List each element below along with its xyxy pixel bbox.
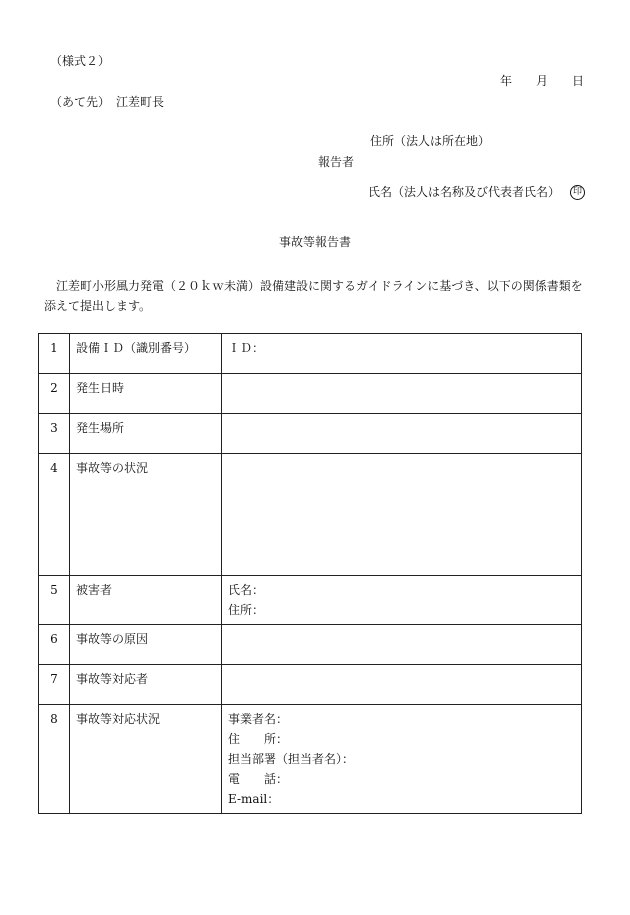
row-item-label: 事故等の原因	[70, 625, 222, 665]
row-number: 6	[39, 625, 70, 665]
row-number: 4	[39, 454, 70, 576]
row-entry-field[interactable]	[222, 334, 582, 374]
reporter-name-line	[368, 185, 585, 200]
entry-line-label: ＩＤ：	[228, 341, 265, 355]
reporter-label: 報告者	[318, 155, 355, 169]
row-number: 1	[39, 334, 70, 374]
row-number: 5	[39, 576, 70, 625]
row-entry-field[interactable]	[222, 665, 582, 705]
row-entry-field[interactable]	[222, 454, 582, 576]
row-number: 3	[39, 414, 70, 454]
row-item-label: 事故等対応者	[70, 665, 222, 705]
row-item-label: 被害者	[70, 576, 222, 625]
entry-line-label: 電 話：	[228, 772, 289, 786]
row-item-label: 設備ＩＤ（識別番号）	[70, 334, 222, 374]
row-number: 8	[39, 705, 70, 814]
row-number: 7	[39, 665, 70, 705]
reporter-address-label: 住所（法人は所在地）	[370, 134, 491, 148]
entry-line-label: 住 所：	[228, 732, 289, 746]
row-entry-field[interactable]	[222, 625, 582, 665]
row-item-label: 発生場所	[70, 414, 222, 454]
row-item-label: 事故等対応状況	[70, 705, 222, 814]
row-entry-field[interactable]	[222, 414, 582, 454]
form-number: （様式２）	[50, 54, 111, 68]
intro-paragraph: 江差町小形風力発電（２０ｋｗ未満）設備建設に関するガイドラインに基づき、以下の関係書類を添えて提出します。	[44, 279, 583, 313]
report-table	[38, 333, 582, 814]
table-row	[39, 705, 582, 814]
entry-line-label: 事業者名：	[228, 712, 289, 726]
row-entry-field[interactable]	[222, 705, 582, 814]
table-row	[39, 334, 582, 374]
table-row	[39, 414, 582, 454]
entry-line-label: 住所：	[228, 603, 265, 617]
table-row	[39, 576, 582, 625]
reporter-name-label: 氏名（法人は名称及び代表者氏名）	[368, 185, 561, 199]
table-row	[39, 665, 582, 705]
document-title: 事故等報告書	[279, 235, 352, 249]
entry-line-label: 担当部署（担当者名）：	[228, 752, 355, 766]
table-row	[39, 454, 582, 576]
row-item-label: 発生日時	[70, 374, 222, 414]
table-row	[39, 374, 582, 414]
addressee: （あて先） 江差町長	[50, 95, 165, 109]
row-entry-field[interactable]	[222, 576, 582, 625]
table-row	[39, 625, 582, 665]
row-entry-field[interactable]	[222, 374, 582, 414]
entry-line-label: 氏名：	[228, 583, 265, 597]
row-number: 2	[39, 374, 70, 414]
date-line: 年 月 日	[500, 74, 585, 88]
entry-line-label: E-mail：	[228, 792, 280, 806]
row-item-label: 事故等の状況	[70, 454, 222, 576]
seal-icon: 印	[570, 185, 585, 200]
